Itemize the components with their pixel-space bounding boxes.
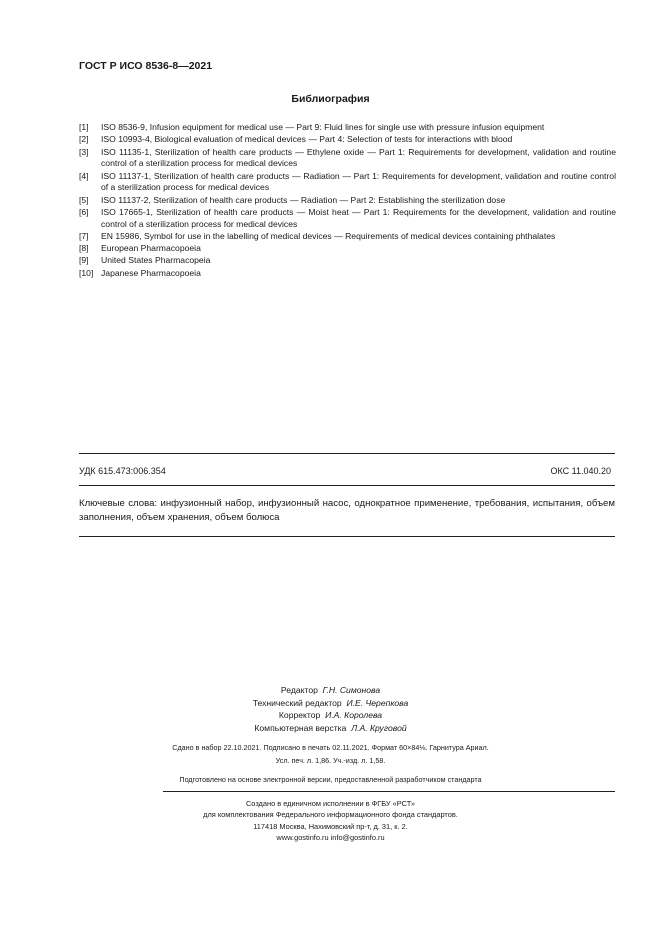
publisher-line: www.gostinfo.ru info@gostinfo.ru	[276, 832, 385, 842]
bibliography-item-text: ISO 17665-1, Sterilization of health care products — Moist heat — Part 1: Requirements for the development, validation and routine control of a sterilization process for medical devices	[101, 206, 616, 229]
bibliography-item	[79, 231, 616, 243]
bibliography-item	[79, 207, 616, 230]
staff-name: И.Е. Черепкова	[346, 697, 409, 708]
staff-row-editor	[0, 684, 661, 697]
bibliography-item-number: [1]	[79, 122, 89, 132]
staff-row-proofreader	[0, 709, 661, 722]
bibliography-item-number: [9]	[79, 255, 89, 266]
staff-role: Корректор	[278, 710, 321, 721]
publisher-line: Создано в единичном исполнении в ФГБУ «РСТ»	[245, 799, 416, 808]
bibliography-item-number: [4]	[79, 170, 89, 181]
publisher-info	[0, 798, 661, 843]
bibliography-item-text: United States Pharmacopeia	[101, 255, 211, 266]
publisher-line: для комплектования Федерального информационного фонда стандартов.	[203, 810, 458, 820]
bibliography-item-text: ISO 11137-2, Sterilization of health care products — Radiation — Part 2: Establishing the sterilization dose	[101, 194, 506, 205]
bibliography-item-text: ISO 10993-4, Biological evaluation of medical devices — Part 4: Selection of tests for interactions with blood	[101, 134, 513, 145]
bibliography-item-number: [2]	[79, 134, 89, 145]
bibliography-item	[79, 134, 616, 146]
staff-row-tech-editor	[0, 697, 661, 710]
bibliography-item-text: ISO 11137-1, Sterilization of health care products — Radiation — Part 1: Requirements for development, validation and routine control of a sterilization process for medical devices	[101, 170, 616, 193]
divider-top	[79, 453, 615, 454]
bibliography-item-number: [6]	[79, 206, 89, 217]
bibliography-list	[79, 122, 616, 280]
bibliography-item-number: [5]	[79, 194, 89, 205]
prepared-note: Подготовлено на основе электронной версии, предоставленной разработчиком стандарта	[179, 775, 482, 784]
bibliography-title: Библиография	[291, 93, 370, 105]
staff-row-layout	[0, 722, 661, 735]
bibliography-item-number: [8]	[79, 243, 89, 254]
bibliography-item-number: [3]	[79, 146, 89, 157]
publisher-line: 117418 Москва, Нахимовский пр-т, д. 31, к. 2.	[253, 821, 408, 831]
bibliography-item	[79, 122, 616, 134]
bibliography-item-text: ISO 8536-9, Infusion equipment for medical use — Part 9: Fluid lines for single use with pressure infusion equipment	[101, 122, 545, 132]
bibliography-item-text: Japanese Pharmacopoeia	[101, 267, 201, 278]
bibliography-item-text: EN 15986, Symbol for use in the labelling of medical devices — Requirements of medical devices containing phthalates	[101, 230, 556, 241]
divider-publisher	[163, 791, 615, 792]
bibliography-item	[79, 147, 616, 170]
standard-id: ГОСТ Р ИСО 8536-8—2021	[79, 60, 213, 72]
divider-middle	[79, 485, 615, 486]
staff-name: Г.Н. Симонова	[322, 685, 381, 695]
imprint-line: Сдано в набор 22.10.2021. Подписано в печать 02.11.2021. Формат 60×84⅛. Гарнитура Ариал.	[172, 743, 489, 752]
staff-name: И.А. Королева	[325, 710, 383, 721]
bibliography-item-number: [7]	[79, 230, 89, 241]
divider-bottom	[79, 536, 615, 537]
bibliography-item	[79, 243, 616, 255]
bibliography-item	[79, 255, 616, 267]
imprint-line: Усл. печ. л. 1,86. Уч.-изд. л. 1,58.	[275, 755, 386, 765]
bibliography-item	[79, 195, 616, 207]
print-imprint	[0, 742, 661, 767]
staff-credits	[0, 684, 661, 734]
bibliography-item	[79, 171, 616, 194]
staff-role: Компьютерная верстка	[254, 722, 347, 733]
keywords: Ключевые слова: инфузионный набор, инфузионный насос, однократное применение, требования, испытания, объем заполнения, объем хранения, объем болюса	[79, 498, 615, 523]
bibliography-item-text: ISO 11135-1, Sterilization of health care products — Ethylene oxide — Part 1: Requirements for development, validation and routine control of a sterilization process for medical devices	[101, 146, 616, 169]
bibliography-item-text: European Pharmacopoeia	[101, 243, 201, 254]
staff-name: Л.А. Круговой	[351, 722, 407, 733]
udk-code: УДК 615.473:006.354	[79, 466, 166, 476]
bibliography-item-number: [10]	[79, 267, 94, 278]
bibliography-item	[79, 268, 616, 280]
staff-role: Технический редактор	[252, 697, 342, 708]
oks-code: ОКС 11.040.20	[550, 466, 611, 476]
staff-role: Редактор	[280, 685, 318, 695]
